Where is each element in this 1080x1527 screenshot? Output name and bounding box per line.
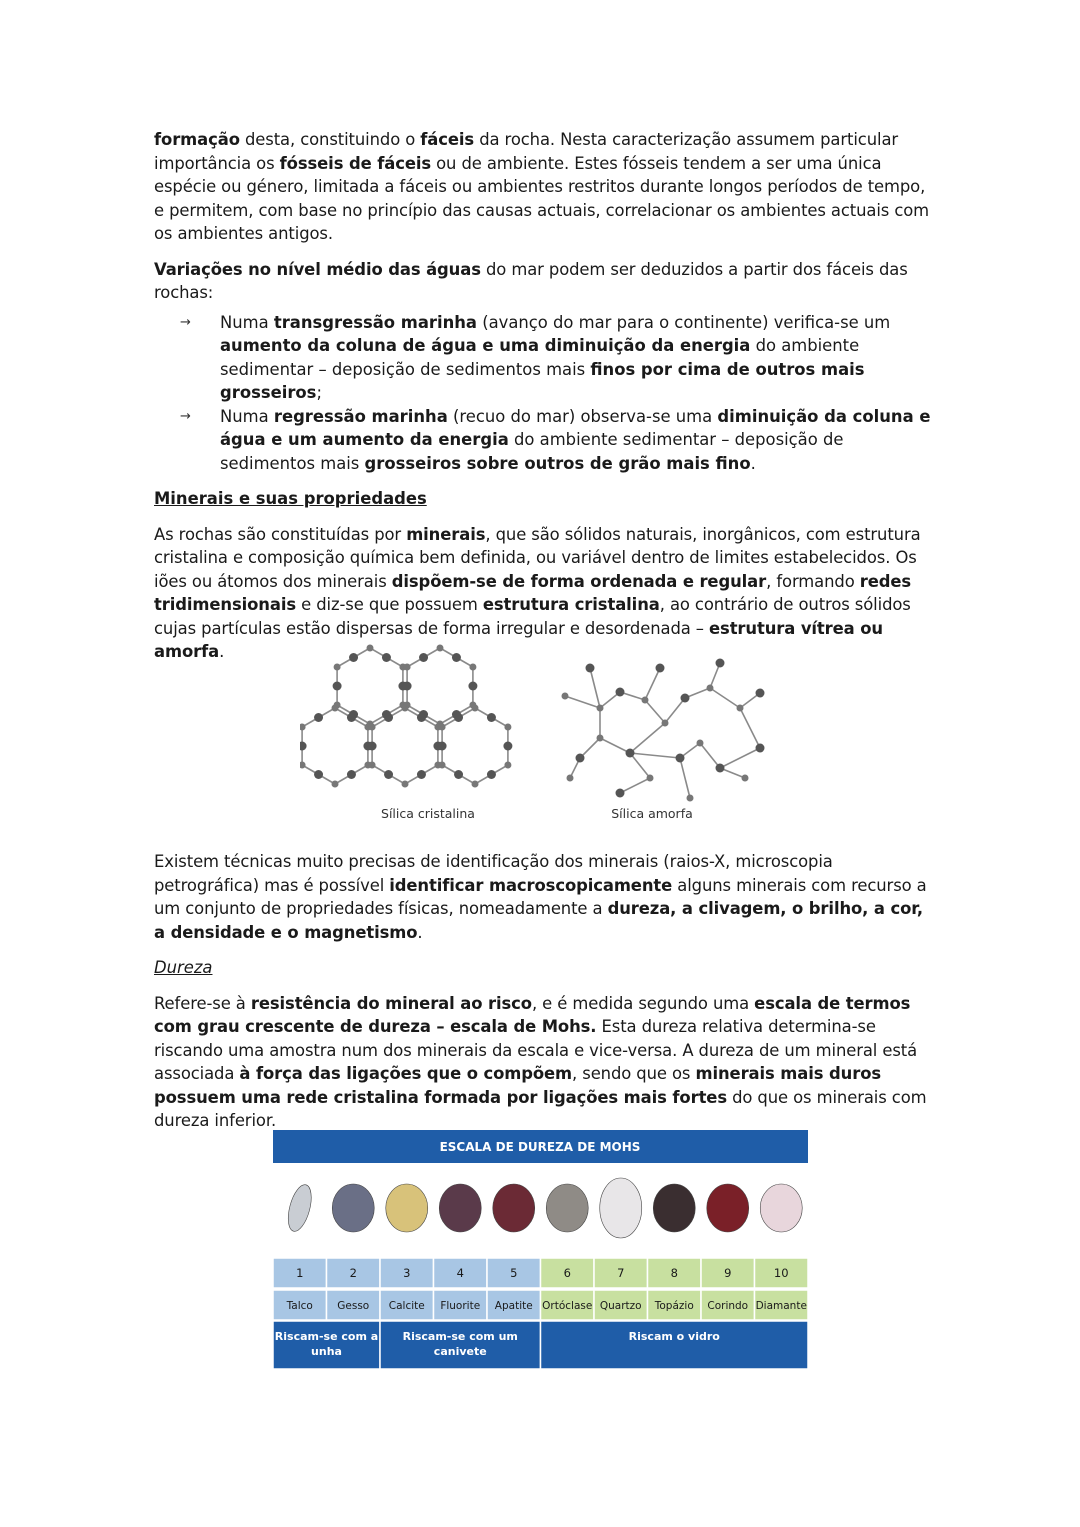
atom-dot	[716, 659, 725, 668]
bond-line	[740, 708, 760, 748]
bond-line	[645, 700, 665, 723]
bold-text: formação	[154, 130, 240, 149]
hardness-number: 4	[456, 1266, 464, 1280]
text-run: da rocha. Nesta caracterização assumem particular importância os	[154, 130, 899, 173]
bond-line	[630, 753, 680, 758]
label-amorphous-silica: Sílica amorfa	[611, 806, 693, 821]
atom-dot	[300, 742, 307, 751]
atom-dot	[504, 724, 511, 731]
bold-text: escala de termos com grau crescente de dureza – escala de Mohs.	[154, 993, 911, 1036]
text-run: e diz-se que possuem	[296, 595, 483, 614]
atom-dot	[349, 653, 358, 662]
atom-dot	[626, 749, 635, 758]
atom-dot	[597, 705, 604, 712]
bond-line	[630, 723, 665, 753]
atom-dot	[468, 682, 477, 691]
atom-dot	[616, 688, 625, 697]
paragraph-identification	[154, 850, 934, 944]
scratch-group-cell	[541, 1321, 809, 1369]
scratch-group-label: Riscam-se com a	[274, 1330, 379, 1343]
text-run: As rochas são constituídas por	[154, 524, 407, 544]
mineral-sample-ortóclase	[546, 1184, 588, 1232]
paragraph-sea-level	[154, 258, 934, 305]
text-run: Refere-se à	[154, 993, 251, 1013]
text-run: ou de ambiente. Estes fósseis tendem a ser uma única espécie ou género, limitada a fáceis ou ambientes restritos durante longos períodos de tempo, e permitem, com base no princípio das causas actuais, correlacionar os ambientes actuais com os ambientes antigos.	[154, 153, 930, 243]
atom-dot	[417, 770, 426, 779]
bold-text: transgressão marinha	[273, 312, 477, 332]
mineral-sample-corindo	[707, 1184, 749, 1232]
atom-dot	[454, 713, 463, 722]
bold-text: à força das ligações que o compõem	[239, 1064, 573, 1083]
silica-diagram	[300, 628, 780, 828]
atom-dot	[403, 682, 412, 691]
bond-line	[710, 688, 740, 708]
atom-dot	[756, 689, 765, 698]
atom-dot	[402, 705, 409, 712]
hardness-number: 6	[563, 1266, 571, 1280]
label-crystalline-silica: Sílica cristalina	[381, 806, 475, 821]
hardness-number: 8	[670, 1266, 678, 1280]
text-run: , e é medida segundo uma	[531, 993, 755, 1013]
hardness-number: 10	[773, 1266, 789, 1280]
bond-line	[600, 738, 630, 753]
bond-line	[665, 698, 685, 723]
atom-dot	[576, 754, 585, 763]
hardness-number: 7	[617, 1266, 625, 1280]
atom-dot	[647, 775, 654, 782]
mineral-name: Quartzo	[599, 1300, 642, 1312]
arrow-bullet-icon: →	[180, 408, 191, 424]
text-run: do mar podem ser deduzidos a partir dos fáceis das rochas:	[154, 259, 908, 302]
atom-dot	[567, 775, 574, 782]
atom-dot	[367, 645, 374, 652]
document-body-lower	[154, 850, 934, 1133]
bold-text: dispõem-se de forma ordenada e regular	[391, 571, 767, 591]
mohs-scale-table	[273, 1130, 808, 1370]
atom-dot	[469, 664, 476, 671]
atom-dot	[419, 653, 428, 662]
text-run: alguns minerais com recurso a um conjunto de propriedades físicas, nomeadamente a	[154, 875, 927, 918]
bond-line	[720, 748, 760, 768]
atom-dot	[404, 664, 411, 671]
atom-dot	[616, 789, 625, 798]
atom-dot	[417, 713, 426, 722]
atom-dot	[656, 664, 665, 673]
bond-line	[630, 753, 650, 778]
text-run: (avanço do mar para o continente) verifica-se um	[477, 312, 891, 332]
mohs-scale-figure	[273, 1130, 808, 1370]
atom-dot	[707, 685, 714, 692]
atom-dot	[597, 735, 604, 742]
atom-dot	[314, 770, 323, 779]
text-run: Esta dureza relativa determina-se riscando uma amostra num dos minerais da escala e vice-versa. A dureza de um mineral está associada	[154, 1017, 918, 1083]
bond-line	[565, 696, 600, 708]
atom-dot	[716, 764, 725, 773]
bold-text: fáceis	[420, 130, 475, 149]
silica-structure-figure	[300, 628, 780, 828]
atom-dot	[562, 693, 569, 700]
hardness-number: 1	[296, 1266, 304, 1280]
scratch-group-label: canivete	[433, 1345, 487, 1358]
atom-dot	[334, 664, 341, 671]
bold-text: dureza, a clivagem, o brilho, a cor, a densidade e o magnetismo	[154, 899, 923, 942]
sea-level-list	[154, 311, 934, 476]
atom-dot	[439, 762, 446, 769]
text-run: (recuo do mar) observa-se uma	[447, 406, 718, 426]
atom-dot	[347, 713, 356, 722]
bond-line	[700, 743, 720, 768]
atom-dot	[382, 653, 391, 662]
atom-dot	[756, 744, 765, 753]
mineral-sample-fluorite	[439, 1184, 481, 1232]
atom-dot	[439, 724, 446, 731]
mineral-name: Gesso	[337, 1300, 370, 1312]
paragraph-facies	[154, 128, 934, 246]
bold-text: estrutura cristalina	[482, 595, 660, 614]
text-run: , sendo que os	[572, 1064, 696, 1083]
bold-text: aumento da coluna de água e uma diminuição da energia	[220, 336, 751, 355]
atom-dot	[681, 694, 690, 703]
text-run: Numa	[220, 406, 274, 426]
atom-dot	[662, 720, 669, 727]
atom-dot	[487, 713, 496, 722]
mineral-sample-diamante	[760, 1184, 802, 1232]
atom-dot	[687, 795, 694, 802]
atom-dot	[742, 775, 749, 782]
mineral-sample-talco	[284, 1182, 316, 1234]
atom-dot	[314, 713, 323, 722]
atom-dot	[368, 742, 377, 751]
atom-dot	[504, 762, 511, 769]
mineral-name: Fluorite	[440, 1300, 481, 1312]
section-heading-minerals: Minerais e suas propriedades	[154, 489, 427, 508]
mineral-name: Diamante	[755, 1300, 807, 1312]
hardness-number: 2	[349, 1266, 357, 1280]
bond-line	[620, 778, 650, 793]
atom-dot	[586, 664, 595, 673]
hardness-number: 3	[403, 1266, 411, 1280]
atom-dot	[503, 742, 512, 751]
mineral-sample-quartzo	[600, 1178, 642, 1238]
bold-text: fósseis de fáceis	[279, 153, 432, 173]
mineral-samples	[284, 1178, 802, 1238]
atom-dot	[487, 770, 496, 779]
bold-text: resistência do mineral ao risco	[250, 993, 532, 1013]
mineral-name: Corindo	[707, 1300, 749, 1312]
mineral-name: Ortóclase	[542, 1300, 593, 1312]
text-run: .	[750, 453, 756, 473]
text-run: desta, constituindo o	[239, 130, 421, 149]
section-heading-hardness: Dureza	[154, 958, 213, 977]
text-run: do ambiente sedimentar – deposição de sedimentos mais	[220, 430, 844, 473]
list-item-regression	[154, 405, 934, 476]
mineral-sample-gesso	[332, 1184, 374, 1232]
mineral-name: Talco	[286, 1300, 313, 1312]
atom-dot	[332, 781, 339, 788]
mohs-title: ESCALA DE DUREZA DE MOHS	[439, 1140, 641, 1154]
atom-dot	[642, 697, 649, 704]
document-body	[154, 128, 934, 664]
bold-text: minerais mais duros possuem uma rede cristalina formada por ligações mais fortes	[154, 1064, 882, 1107]
atom-dot	[454, 770, 463, 779]
bold-text: minerais	[406, 524, 486, 544]
bond-line	[645, 668, 660, 700]
bold-text: estrutura vítrea ou amorfa	[154, 618, 883, 661]
atom-dot	[402, 781, 409, 788]
text-run: ;	[316, 383, 322, 402]
bold-text: Variações no nível médio das águas	[154, 259, 481, 279]
scratch-group-label: Riscam o vidro	[628, 1330, 720, 1343]
scratch-group-label: Riscam-se com um	[402, 1330, 518, 1343]
atom-dot	[438, 742, 447, 751]
text-run: , ao contrário de outros sólidos cujas partículas estão dispersas de forma irregular e desordenada –	[154, 595, 911, 638]
text-run: , que são sólidos naturais, inorgânicos, com estrutura cristalina e composição química bem definida, ou variável dentro de limites estabelecidos. Os iões ou átomos dos minerais	[154, 524, 921, 591]
mineral-name: Calcite	[388, 1300, 425, 1312]
scratch-group-label: unha	[311, 1345, 342, 1358]
hardness-number: 9	[724, 1266, 732, 1280]
atom-dot	[472, 705, 479, 712]
atom-dot	[347, 770, 356, 779]
atom-dot	[384, 770, 393, 779]
bold-text: regressão marinha	[273, 406, 448, 426]
bold-text: diminuição da coluna e água e um aumento da energia	[220, 406, 931, 449]
mineral-name: Topázio	[654, 1300, 694, 1312]
list-item-transgression	[154, 311, 934, 405]
atom-dot	[452, 653, 461, 662]
atom-dot	[384, 713, 393, 722]
bold-text: finos por cima de outros mais grosseiros	[220, 359, 865, 402]
hardness-number: 5	[510, 1266, 518, 1280]
bond-line	[680, 758, 690, 798]
text-run: do que os minerais com dureza inferior.	[154, 1087, 927, 1130]
atom-dot	[437, 645, 444, 652]
bond-line	[590, 668, 600, 708]
text-run: .	[219, 642, 225, 661]
text-run: do ambiente sedimentar – deposição de sedimentos mais	[220, 336, 860, 379]
atom-dot	[332, 705, 339, 712]
paragraph-hardness	[154, 992, 934, 1133]
atom-dot	[333, 682, 342, 691]
bold-text: grosseiros sobre outros de grão mais fino	[364, 453, 751, 473]
arrow-bullet-icon: →	[180, 314, 191, 330]
atom-dot	[737, 705, 744, 712]
mineral-sample-apatite	[493, 1184, 535, 1232]
bold-text: redes tridimensionais	[154, 571, 912, 614]
text-run: , formando	[766, 571, 860, 591]
atom-dot	[369, 724, 376, 731]
mineral-name: Apatite	[494, 1300, 533, 1312]
mineral-sample-topázio	[653, 1184, 695, 1232]
bold-text: identificar macroscopicamente	[389, 875, 673, 895]
atom-dot	[676, 754, 685, 763]
atom-dot	[472, 781, 479, 788]
atom-dot	[697, 740, 704, 747]
text-run: Numa	[220, 312, 274, 332]
text-run: .	[417, 922, 423, 942]
text-run: Existem técnicas muito precisas de identificação dos minerais (raios-X, microscopia petrográfica) mas é possível	[154, 852, 833, 895]
mineral-sample-calcite	[386, 1184, 428, 1232]
atom-dot	[369, 762, 376, 769]
